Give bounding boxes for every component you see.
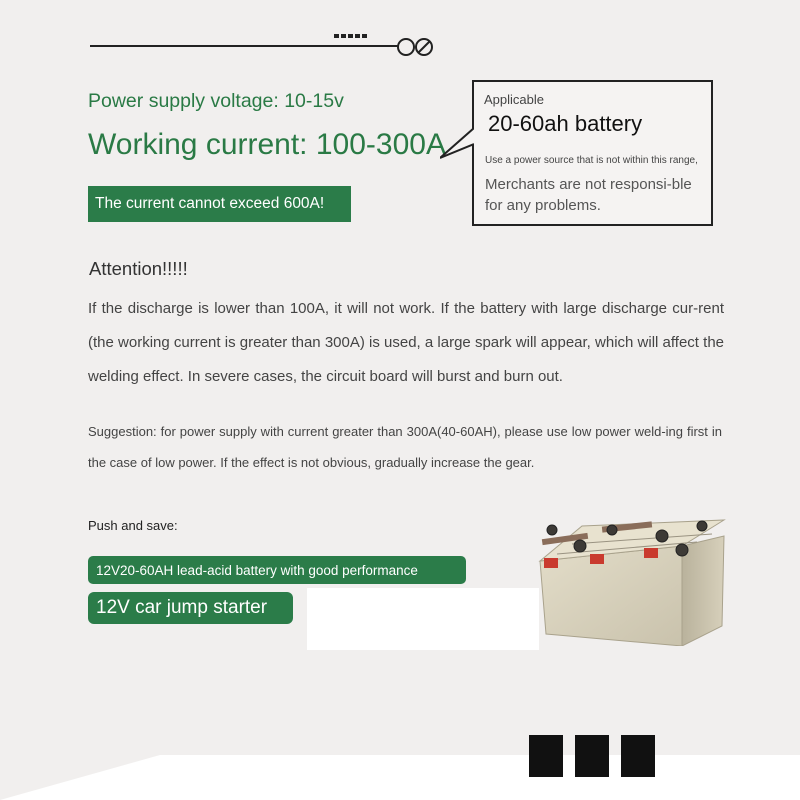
callout-source-note: Use a power source that is not within this range, [485, 155, 698, 166]
top-dash-decoration [334, 34, 367, 38]
warning-banner: The current cannot exceed 600A! [88, 186, 351, 222]
callout-battery-range: 20-60ah battery [488, 111, 643, 136]
callout-pointer [440, 124, 474, 164]
attention-paragraph: If the discharge is lower than 100A, it will not work. If the battery with large discharge cur-rent (the working current is greater than 300A) is used, a large spark will appear, which will affect the welding effect. In severe cases, the circuit board will burst and burn out. [88, 300, 724, 385]
jump-starter-pill: 12V car jump starter [88, 592, 293, 624]
lead-acid-battery-image [532, 506, 732, 646]
voltage-spec: Power supply voltage: 10-15v [88, 90, 344, 112]
callout-merchant-note: Merchants are not responsi-ble for any problems. [485, 176, 692, 214]
bottom-shape [0, 700, 800, 800]
square-block-1 [529, 735, 563, 777]
square-block-2 [575, 735, 609, 777]
square-block-3 [621, 735, 655, 777]
attention-heading: Attention!!!!! [89, 258, 188, 279]
current-spec: Working current: 100-300A [88, 128, 446, 161]
top-divider-line [90, 45, 398, 47]
circle-slash-icon [396, 36, 436, 58]
blank-panel [307, 588, 539, 650]
push-save-label: Push and save: [88, 518, 178, 533]
callout-applicable-label: Applicable [484, 92, 544, 107]
recommended-battery-pill: 12V20-60AH lead-acid battery with good performance [88, 556, 466, 584]
suggestion-paragraph: Suggestion: for power supply with current greater than 300A(40-60AH), please use low power weld-ing first in the case of low power. If the effect is not obvious, gradually increase the gear. [88, 424, 722, 470]
